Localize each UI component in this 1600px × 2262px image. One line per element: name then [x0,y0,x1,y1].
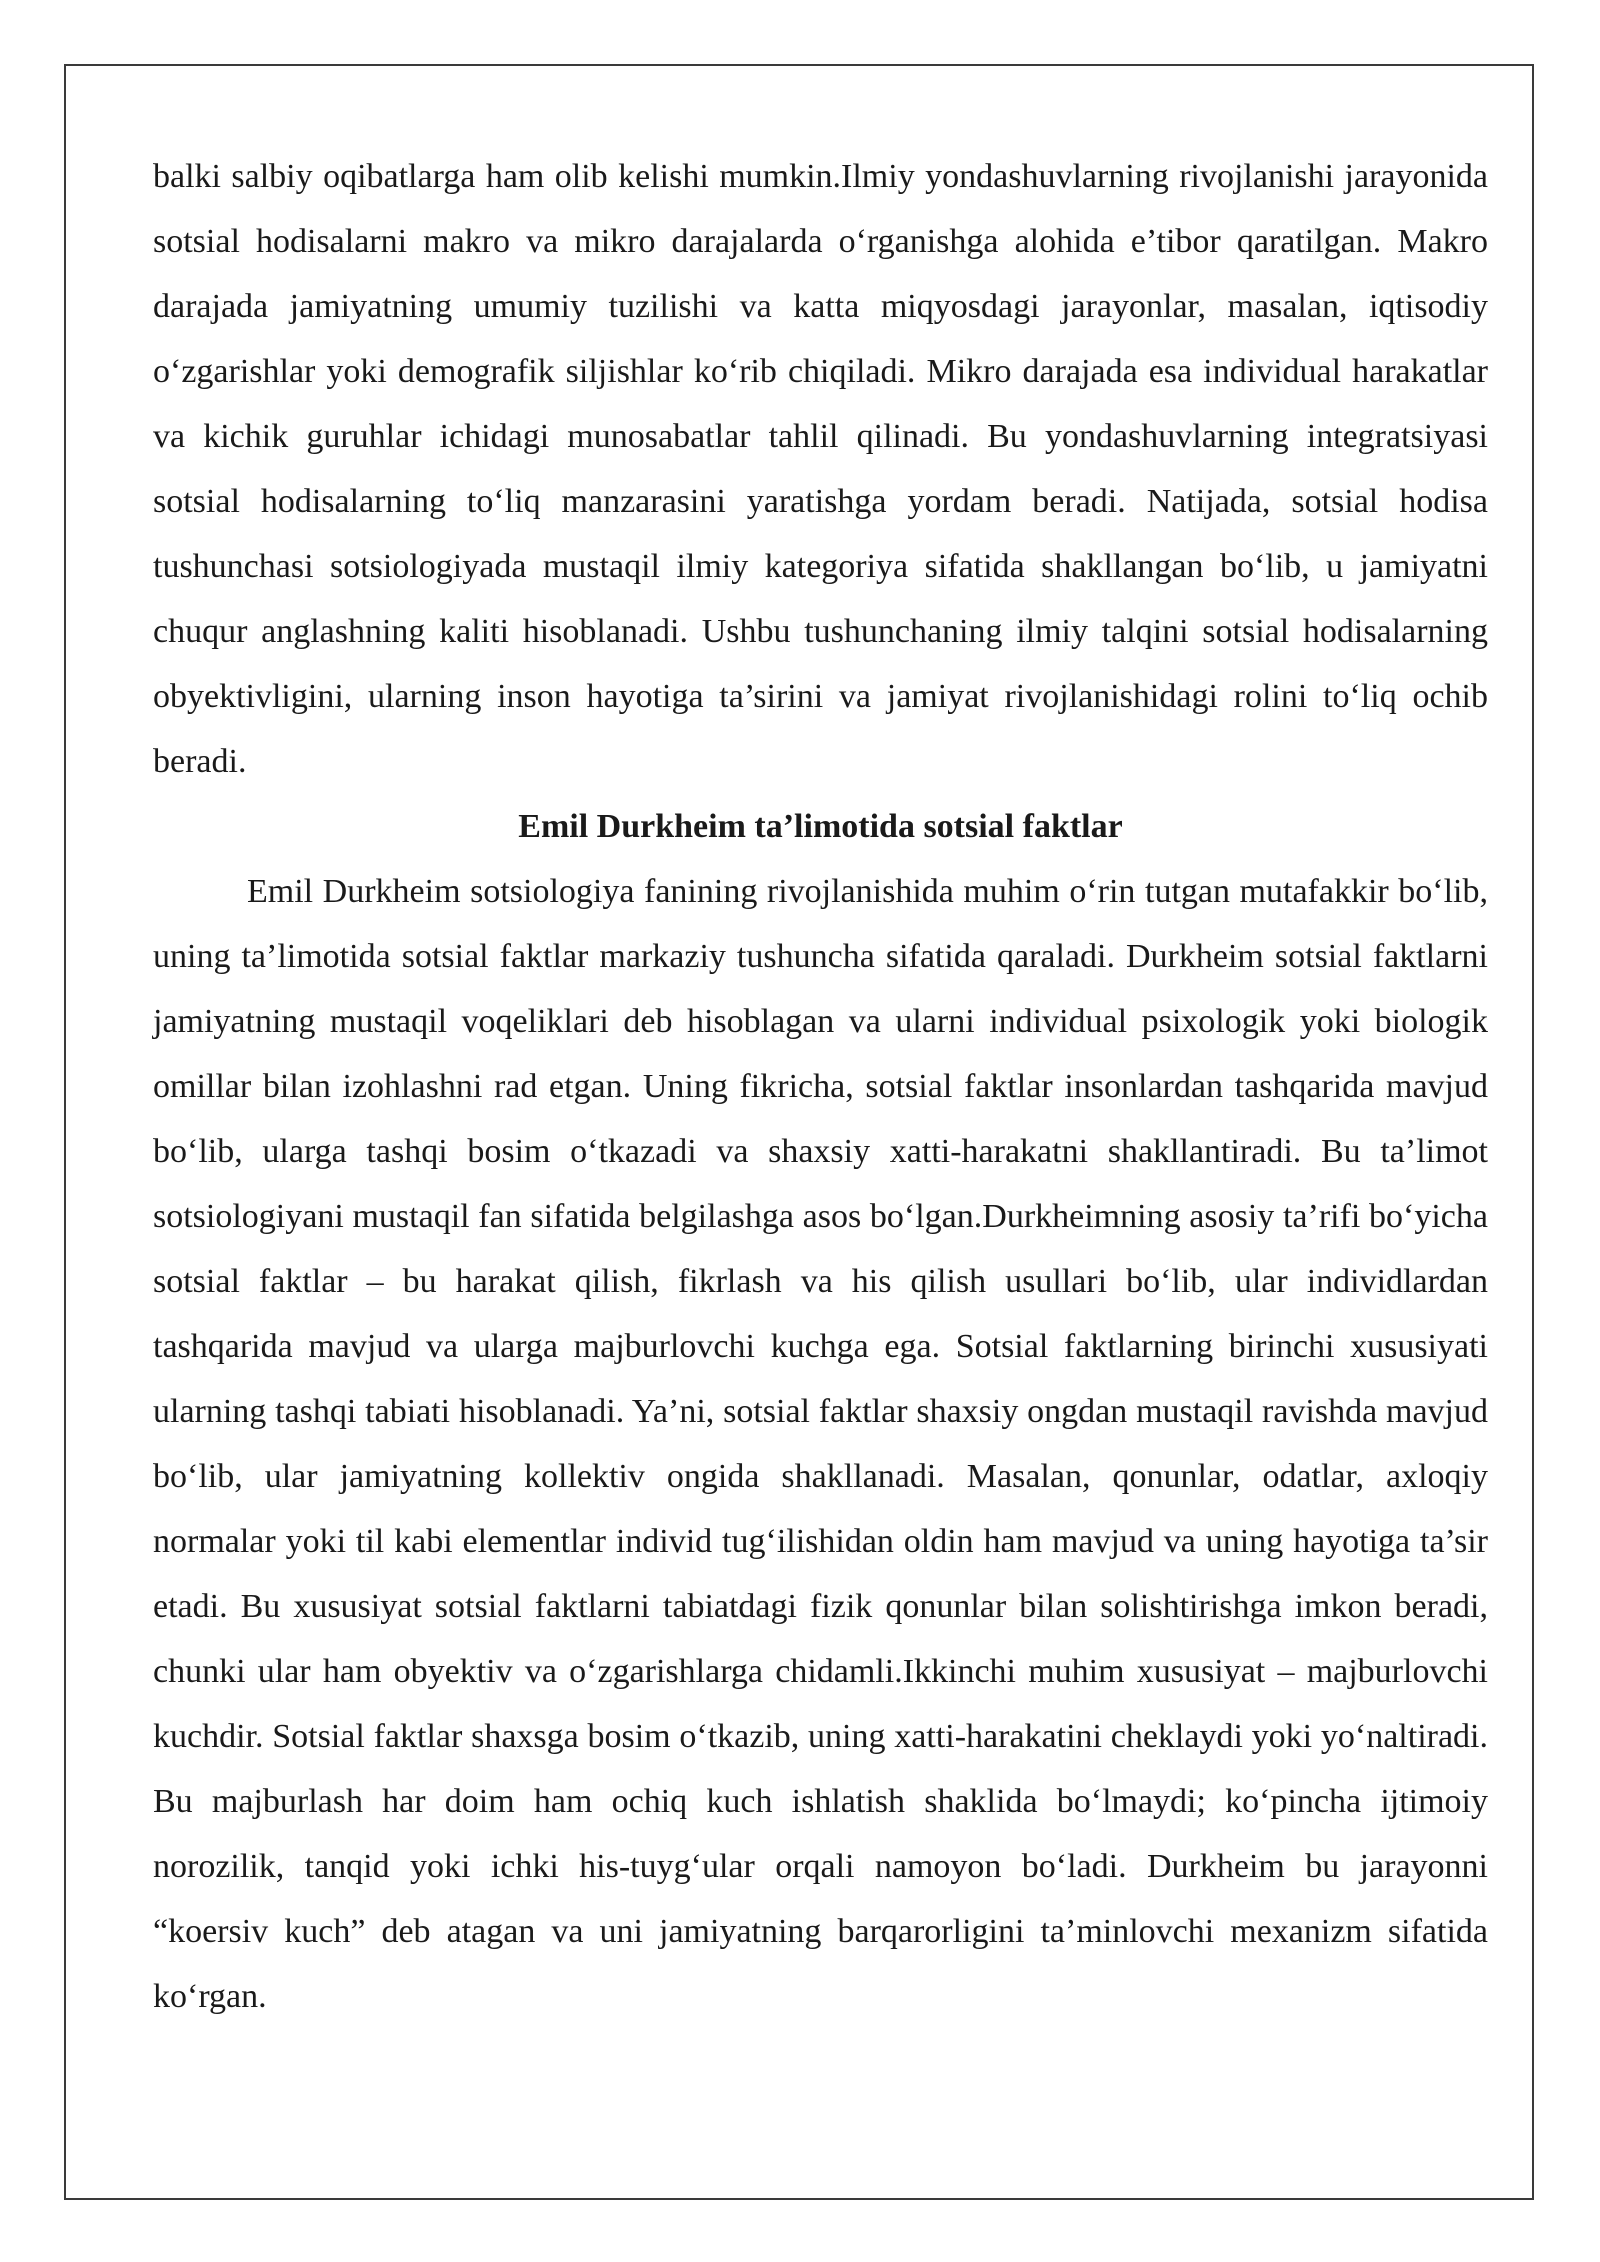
document-body [153,144,1488,2029]
paragraph-durkheim: Emil Durkheim sotsiologiya fanining rivojlanishida muhim o‘rin tutgan mutafakkir bo‘lib, uning ta’limotida sotsial faktlar markaziy tushuncha sifatida qaraladi. Durkheim sotsial faktlarni jamiyatning mustaqil voqeliklari deb hisoblagan va ularni individual psixologik yoki biologik omillar bilan izohlashni rad etgan. Uning fikricha, sotsial faktlar insonlardan tashqarida mavjud bo‘lib, ularga tashqi bosim o‘tkazadi va shaxsiy xatti-harakatni shakllantiradi. Bu ta’limot sotsiologiyani mustaqil fan sifatida belgilashga asos bo‘lgan.Durkheimning asosiy ta’rifi bo‘yicha sotsial faktlar – bu harakat qilish, fikrlash va his qilish usullari bo‘lib, ular individlardan tashqarida mavjud va ularga majburlovchi kuchga ega. Sotsial faktlarning birinchi xususiyati ularning tashqi tabiati hisoblanadi. Ya’ni, sotsial faktlar shaxsiy ongdan mustaqil ravishda mavjud bo‘lib, ular jamiyatning kollektiv ongida shakllanadi. Masalan, qonunlar, odatlar, axloqiy normalar yoki til kabi elementlar individ tug‘ilishidan oldin ham mavjud va uning hayotiga ta’sir etadi. Bu xususiyat sotsial faktlarni tabiatdagi fizik qonunlar bilan solishtirishga imkon beradi, chunki ular ham obyektiv va o‘zgarishlarga chidamli.Ikkinchi muhim xususiyat – majburlovchi kuchdir. Sotsial faktlar shaxsga bosim o‘tkazib, uning xatti-harakatini cheklaydi yoki yo‘naltiradi. Bu majburlash har doim ham ochiq kuch ishlatish shaklida bo‘lmaydi; ko‘pincha ijtimoiy norozilik, tanqid yoki ichki his-tuyg‘ular orqali namoyon bo‘ladi. Durkheim bu jarayonni “koersiv kuch” deb atagan va uni jamiyatning barqarorligini ta’minlovchi mexanizm sifatida ko‘rgan. [153,873,1488,2015]
section-heading: Emil Durkheim ta’limotida sotsial faktlar [518,808,1123,845]
paragraph-intro-continuation: balki salbiy oqibatlarga ham olib kelishi mumkin.Ilmiy yondashuvlarning rivojlanishi jarayonida sotsial hodisalarni makro va mikro darajalarda o‘rganishga alohida e’tibor qaratilgan. Makro darajada jamiyatning umumiy tuzilishi va katta miqyosdagi jarayonlar, masalan, iqtisodiy o‘zgarishlar yoki demografik siljishlar ko‘rib chiqiladi. Mikro darajada esa individual harakatlar va kichik guruhlar ichidagi munosabatlar tahlil qilinadi. Bu yondashuvlarning integratsiyasi sotsial hodisalarning to‘liq manzarasini yaratishga yordam beradi. Natijada, sotsial hodisa tushunchasi sotsiologiyada mustaqil ilmiy kategoriya sifatida shakllangan bo‘lib, u jamiyatni chuqur anglashning kaliti hisoblanadi. Ushbu tushunchaning ilmiy talqini sotsial hodisalarning obyektivligini, ularning inson hayotiga ta’sirini va jamiyat rivojlanishidagi rolini to‘liq ochib beradi. [153,158,1488,780]
